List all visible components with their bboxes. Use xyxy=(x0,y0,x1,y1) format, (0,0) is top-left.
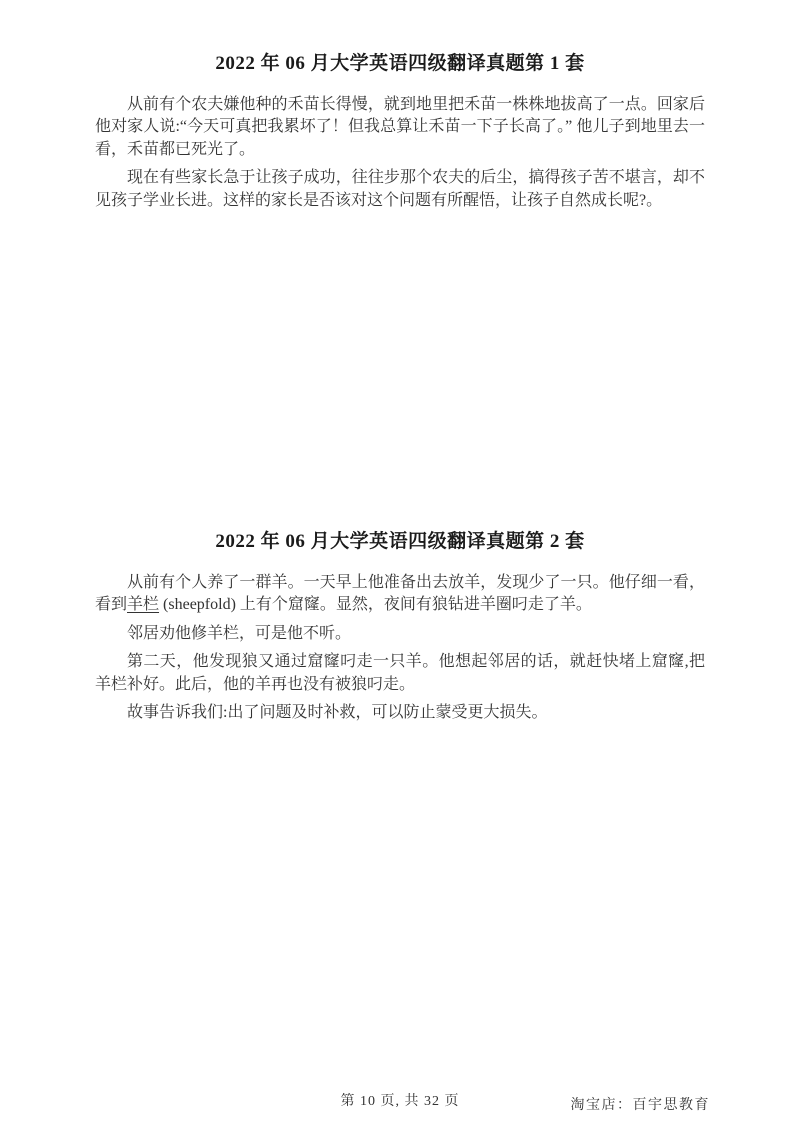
section-1-paragraph-2: 现在有些家长急于让孩子成功，往往步那个农夫的后尘，搞得孩子苦不堪言，却不见孩子学业长进。这样的家长是否该对这个问题有所醒悟，让孩子自然成长呢?。 xyxy=(95,169,705,209)
footer-shop-label: 淘宝店：百宇思教育 xyxy=(570,1098,710,1113)
section-2-paragraph-1 xyxy=(95,572,705,617)
section-2-paragraph-2: 邻居劝他修羊栏，可是他不听。 xyxy=(127,624,352,642)
section-1-title: 2022 年 06 月大学英语四级翻译真题第 1 套 xyxy=(215,53,585,74)
section-exam-set-1 xyxy=(95,50,705,218)
section-2-paragraph-4: 故事告诉我们:出了问题及时补救，可以防止蒙受更大损失。 xyxy=(127,704,548,722)
paragraph-text-after-term: (sheepfold) 上有个窟窿。显然，夜间有狼钻进羊圈叼走了羊。 xyxy=(159,596,592,614)
paragraph-text-before-term: 从前有个人养了一群羊。一天早上他准备出去放羊，发现少了一只。他仔细一看，看到 xyxy=(95,574,705,614)
section-exam-set-2 xyxy=(95,528,705,730)
section-2-title: 2022 年 06 月大学英语四级翻译真题第 2 套 xyxy=(215,531,585,552)
section-2-paragraph-3: 第二天，他发现狼又通过窟窿叼走一只羊。他想起邻居的话，就赶快堵上窟窿,把羊栏补好。此后，他的羊再也没有被狼叼走。 xyxy=(95,653,705,693)
footer-page-number: 第 10 页, 共 32 页 xyxy=(340,1094,460,1109)
underlined-term-sheepfold: 羊栏 xyxy=(127,596,160,614)
section-1-paragraph-1: 从前有个农夫嫌他种的禾苗长得慢，就到地里把禾苗一株株地拔高了一点。回家后他对家人说:“今天可真把我累坏了！但我总算让禾苗一下子长高了。” 他儿子到地里去一看，禾苗都已死光了。 xyxy=(95,96,705,158)
